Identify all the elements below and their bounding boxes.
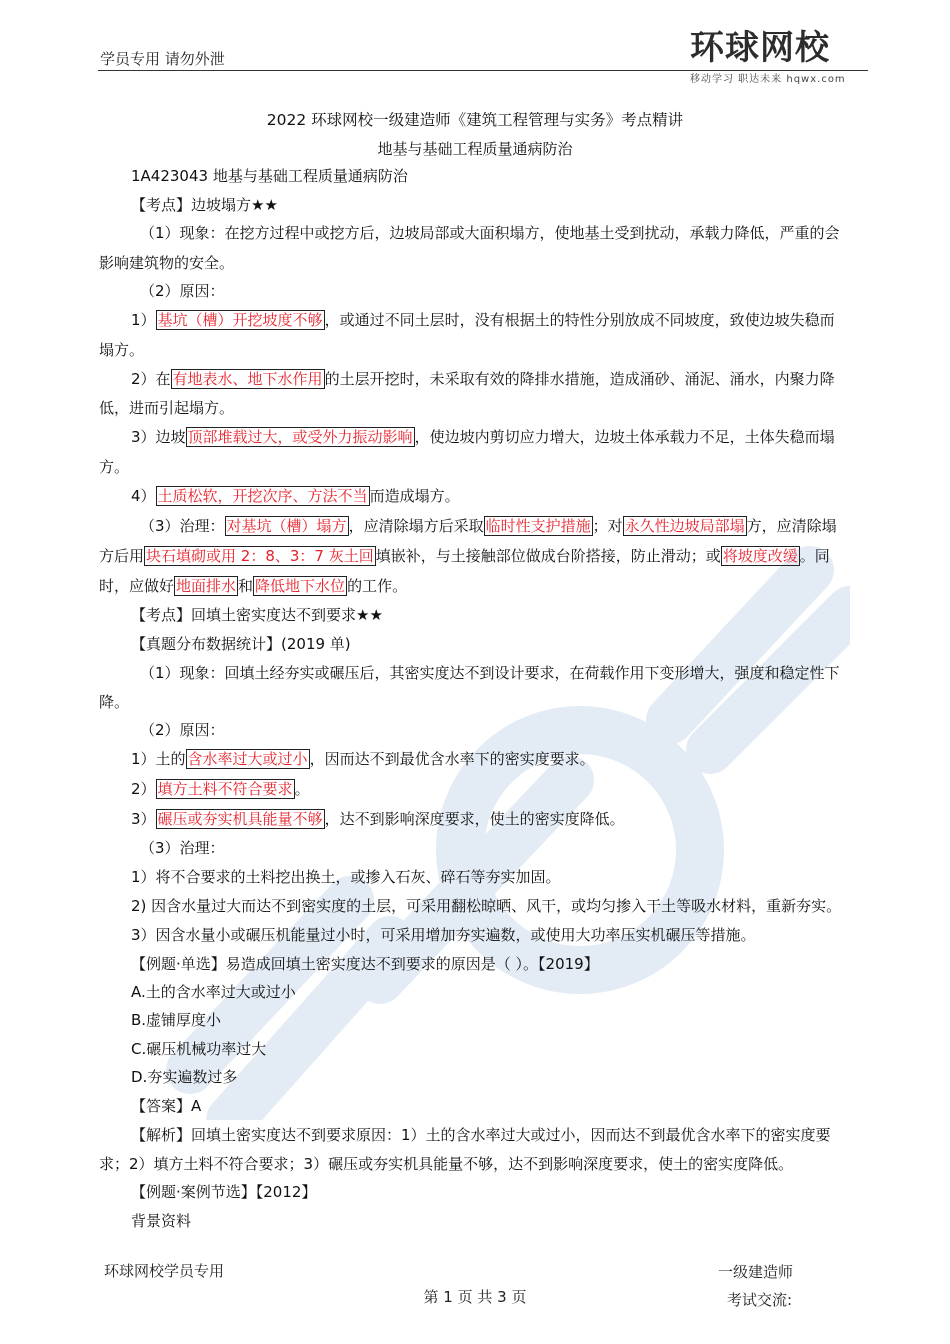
text: 的土层开挖时，未采取有效的降排水措施，造成涌砂、涌泥、涌水，内聚力降 bbox=[324, 370, 835, 388]
kp1-cause-1 bbox=[131, 310, 835, 330]
text: ，使边坡内剪切应力增大，边坡土体承载力不足，土体失稳而塌 bbox=[414, 428, 835, 446]
kp1-cause-heading: （2）原因： bbox=[140, 282, 225, 300]
kp1-cause-1-cont: 塌方。 bbox=[99, 341, 145, 359]
kp2-treatment-heading: （3）治理： bbox=[140, 839, 225, 857]
highlight: 地面排水 bbox=[176, 577, 237, 595]
text: ，达不到影响深度要求，使土的密实度降低。 bbox=[324, 810, 625, 828]
case-title: 【例题·案例节选】【2012】 bbox=[131, 1183, 317, 1201]
section-code: 1A423043 地基与基础工程质量通病防治 bbox=[131, 167, 408, 185]
document-subtitle: 地基与基础工程质量通病防治 bbox=[377, 140, 573, 158]
kp1-cause-3 bbox=[131, 427, 835, 447]
header-confidential-note: 学员专用 请勿外泄 bbox=[100, 50, 225, 68]
kp2-treatment-3: 3）因含水量小或碾压机能量过小时，可采用增加夯实遍数，或使用大功率压实机碾压等措施。 bbox=[131, 926, 756, 944]
text: 和 bbox=[238, 577, 254, 595]
highlight: 降低地下水位 bbox=[255, 577, 346, 595]
kp2-cause-3 bbox=[131, 809, 625, 829]
logo-tagline: 移动学习 职达未来 hqwx.com bbox=[690, 74, 846, 85]
highlight: 顶部堆载过大，或受外力振动影响 bbox=[187, 428, 413, 446]
highlight: 将坡度改缓 bbox=[722, 547, 798, 565]
kp2-phenomenon-line2: 降。 bbox=[99, 693, 130, 711]
text: 方后用 bbox=[99, 547, 145, 565]
highlight: 永久性边坡局部塌 bbox=[624, 517, 745, 535]
text: ，因而达不到最优含水率下的密实度要求。 bbox=[309, 750, 595, 768]
kp1-phenomenon-line2: 影响建筑物的安全。 bbox=[99, 254, 235, 272]
highlight: 块石填砌或用 2：8、3：7 灰土回 bbox=[146, 547, 374, 565]
text: 时，应做好 bbox=[99, 577, 175, 595]
text: 3） bbox=[131, 810, 156, 828]
text: 4） bbox=[131, 487, 156, 505]
highlight: 填方土料不符合要求 bbox=[157, 780, 293, 798]
text: 1）土的 bbox=[131, 750, 186, 768]
kp2-phenomenon-line1: （1）现象：回填土经夯实或碾压后，其密实度达不到设计要求，在荷载作用下变形增大，强度和稳定性下 bbox=[140, 664, 840, 682]
text: 。 bbox=[294, 780, 310, 798]
kp2-treatment-2: 2) 因含水量过大而达不到密实度的土层，可采用翻松晾晒、风干，或均匀掺入干土等吸水材料，重新夯实。 bbox=[131, 897, 842, 915]
option-a: A.土的含水率过大或过小 bbox=[131, 983, 296, 1001]
answer: 【答案】A bbox=[131, 1097, 202, 1115]
text: 方，应清除塌 bbox=[746, 517, 837, 535]
kp2-stat: 【真题分布数据统计】(2019 单) bbox=[131, 635, 351, 653]
explanation-line2: 求；2）填方土料不符合要求；3）碾压或夯实机具能量不够，达不到影响深度要求，使土的密实度降低。 bbox=[99, 1155, 794, 1173]
footer-right-exam: 一级建造师 bbox=[718, 1263, 794, 1281]
option-c: C.碾压机械功率过大 bbox=[131, 1040, 267, 1058]
text: （3）治理： bbox=[140, 517, 225, 535]
document-title: 2022 环球网校一级建造师《建筑工程管理与实务》考点精讲 bbox=[266, 111, 684, 129]
highlight: 土质松软，开挖次序、方法不当 bbox=[157, 487, 368, 505]
highlight: 临时性支护措施 bbox=[485, 517, 591, 535]
text: 的工作。 bbox=[347, 577, 408, 595]
question-stem: 【例题·单选】易造成回填土密实度达不到要求的原因是（ ）。【2019】 bbox=[131, 955, 599, 973]
kp1-cause-3-cont: 方。 bbox=[99, 458, 130, 476]
text: 填嵌补，与土接触部位做成台阶搭接，防止滑动；或 bbox=[375, 547, 721, 565]
case-background: 背景资料 bbox=[131, 1212, 192, 1230]
highlight: 基坑（槽）开挖坡度不够 bbox=[157, 311, 323, 329]
kp1-treatment-2 bbox=[99, 546, 830, 566]
text: 。同 bbox=[799, 547, 830, 565]
text: ，或通过不同土层时，没有根据土的特性分别放成不同坡度，致使边坡失稳而 bbox=[324, 311, 835, 329]
kp2-cause-1 bbox=[131, 749, 595, 769]
kp1-phenomenon-line1: （1）现象：在挖方过程中或挖方后，边坡局部或大面积塌方，使地基土受到扰动，承载力降低，严重的会 bbox=[140, 224, 840, 242]
footer-left: 环球网校学员专用 bbox=[104, 1262, 225, 1280]
text: 2）在 bbox=[131, 370, 171, 388]
highlight: 有地表水、地下水作用 bbox=[172, 370, 323, 388]
text: 而造成塌方。 bbox=[369, 487, 460, 505]
kp2-treatment-1: 1）将不合要求的土料挖出换土，或掺入石灰、碎石等夯实加固。 bbox=[131, 868, 561, 886]
text: ，应清除塌方后采取 bbox=[348, 517, 484, 535]
kp1-treatment-1 bbox=[140, 516, 837, 536]
text: ；对 bbox=[592, 517, 623, 535]
kp2-title: 【考点】回填土密实度达不到要求★★ bbox=[131, 606, 383, 624]
logo-text: 环球网校 bbox=[690, 28, 830, 68]
text: 2） bbox=[131, 780, 156, 798]
kp1-cause-2 bbox=[131, 369, 835, 389]
brand-logo bbox=[690, 28, 870, 90]
option-b: B.虚铺厚度小 bbox=[131, 1011, 222, 1029]
highlight: 碾压或夯实机具能量不够 bbox=[157, 810, 323, 828]
text: 1） bbox=[131, 311, 156, 329]
explanation-line1: 【解析】回填土密实度达不到要求原因：1）土的含水率过大或过小，因而达不到最优含水率下的密实度要 bbox=[131, 1126, 831, 1144]
kp2-cause-2 bbox=[131, 779, 310, 799]
highlight: 含水率过大或过小 bbox=[187, 750, 308, 768]
kp1-title: 【考点】边坡塌方★★ bbox=[131, 196, 278, 214]
page-number: 第 1 页 共 3 页 bbox=[423, 1288, 527, 1306]
footer-right-exchange: 考试交流: bbox=[727, 1291, 793, 1309]
highlight: 对基坑（槽）塌方 bbox=[226, 517, 347, 535]
kp1-cause-2-cont: 低，进而引起塌方。 bbox=[99, 399, 235, 417]
kp1-cause-4 bbox=[131, 486, 460, 506]
option-d: D.夯实遍数过多 bbox=[131, 1068, 238, 1086]
kp1-treatment-3 bbox=[99, 576, 407, 596]
text: 3）边坡 bbox=[131, 428, 186, 446]
kp2-cause-heading: （2）原因： bbox=[140, 721, 225, 739]
